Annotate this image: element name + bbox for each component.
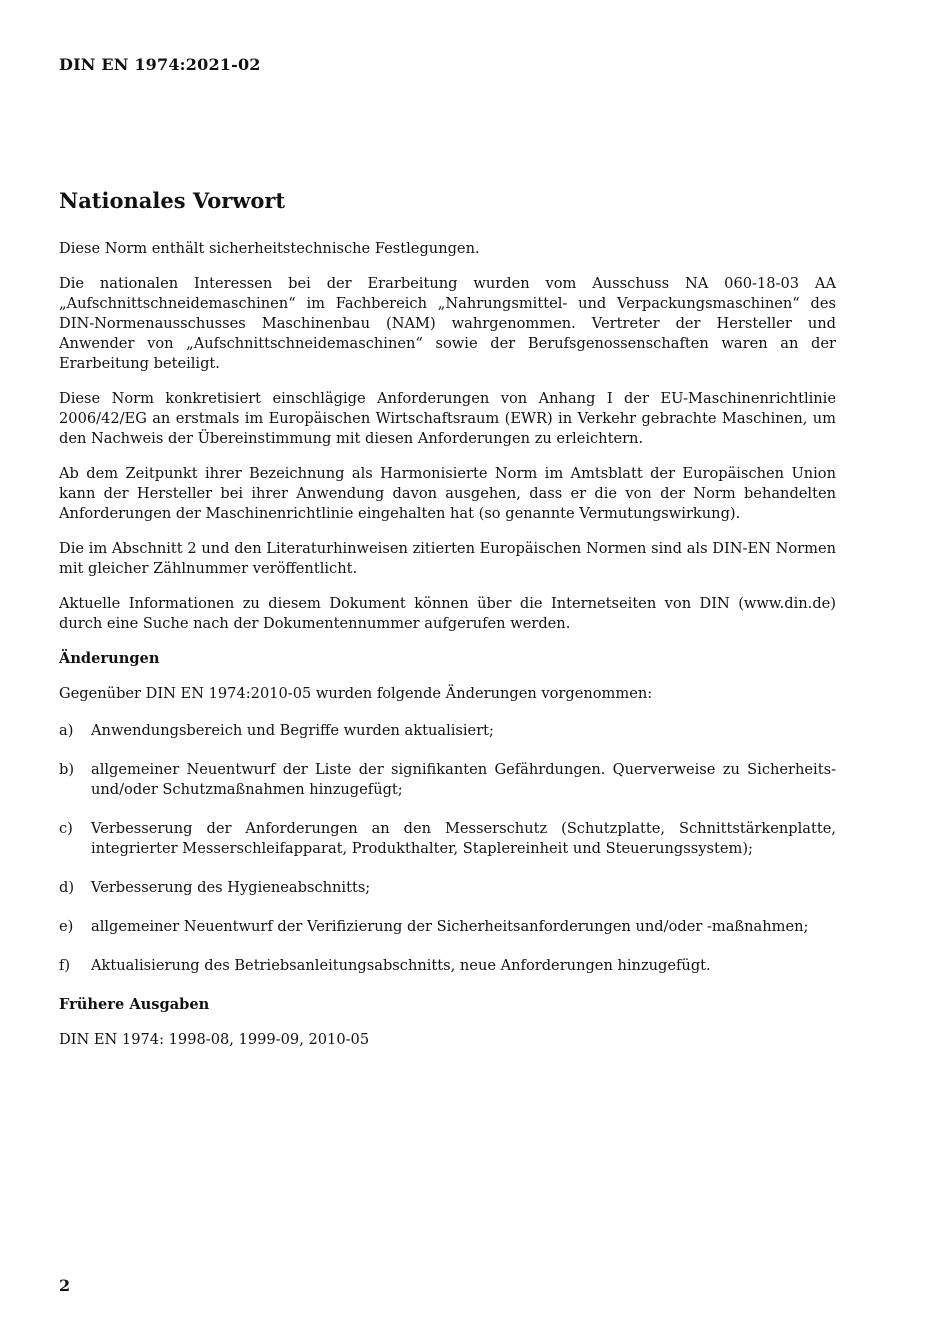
main-content [59,186,836,1065]
list-item [59,917,836,937]
list-item-text: allgemeiner Neuentwurf der Liste der signifikanten Gefährdungen. Querverweise zu Sicherheits- und/oder Schutzmaßnahmen hinzugefügt; [91,761,836,798]
list-item-text: Verbesserung der Anforderungen an den Messerschutz (Schutzplatte, Schnittstärkenplatte, integrierter Messerschleifapparat, Produkthalter, Staplereinheit und Steuerungssystem); [91,820,836,857]
list-item [59,760,836,800]
list-marker: d) [59,879,75,896]
list-item-text: allgemeiner Neuentwurf der Verifizierung der Sicherheitsanforderungen und/oder -maßnahmen; [91,918,809,935]
previous-editions-text: DIN EN 1974: 1998-08, 1999-09, 2010-05 [59,1031,370,1048]
list-marker: b) [59,761,75,778]
changes-heading: Änderungen [59,650,160,667]
list-item [59,956,836,976]
list-item-text: Verbesserung des Hygieneabschnitts; [91,879,371,896]
list-marker: a) [59,722,74,739]
paragraph-cited-standards: Die im Abschnitt 2 und den Literaturhinweisen zitierten Europäischen Normen sind als DIN-EN Normen mit gleicher Zählnummer veröffentlicht. [59,540,836,577]
list-marker: c) [59,820,73,837]
page-title: Nationales Vorwort [59,188,286,213]
list-marker: e) [59,918,74,935]
paragraph-harmonised: Ab dem Zeitpunkt ihrer Bezeichnung als Harmonisierte Norm im Amtsblatt der Europäischen Union kann der Hersteller bei ihrer Anwendung davon ausgehen, dass er die von der Norm behandelten Anforderungen der Maschinenrichtlinie eingehalten hat (so genannte Vermutungswirkung). [59,465,836,522]
list-item [59,819,836,859]
paragraph-directive: Diese Norm konkretisiert einschlägige Anforderungen von Anhang I der EU-Maschinenrichtlinie 2006/42/EG an erstmals im Europäischen Wirtschaftsraum (EWR) in Verkehr gebrachte Maschinen, um den Nachweis der Übereinstimmung mit diesen Anforderungen zu erleichtern. [59,390,836,447]
paragraph-safety: Diese Norm enthält sicherheitstechnische Festlegungen. [59,240,480,257]
list-item [59,878,836,898]
paragraph-committee: Die nationalen Interessen bei der Erarbeitung wurden vom Ausschuss NA 060-18-03 AA „Aufschnittschneidemaschinen“ im Fachbereich „Nahrungsmittel- und Verpackungsmaschinen“ des DIN-Normenausschusses Maschinenbau (NAM) wahrgenommen. Vertreter der Hersteller und Anwender von „Aufschnittschneidemaschinen“ sowie der Berufsgenossenschaften waren an der Erarbeitung beteiligt. [59,275,836,372]
changes-list [59,721,836,976]
document-identifier: DIN EN 1974:2021-02 [59,55,261,74]
list-item-text: Anwendungsbereich und Begriffe wurden aktualisiert; [91,722,494,739]
list-marker: f) [59,957,71,974]
changes-intro: Gegenüber DIN EN 1974:2010-05 wurden folgende Änderungen vorgenommen: [59,685,653,702]
page-number: 2 [59,1276,71,1295]
paragraph-current-info: Aktuelle Informationen zu diesem Dokument können über die Internetseiten von DIN (www.din.de) durch eine Suche nach der Dokumentennummer aufgerufen werden. [59,595,836,632]
list-item-text: Aktualisierung des Betriebsanleitungsabschnitts, neue Anforderungen hinzugefügt. [91,957,711,974]
list-item [59,721,836,741]
previous-editions-heading: Frühere Ausgaben [59,996,210,1013]
